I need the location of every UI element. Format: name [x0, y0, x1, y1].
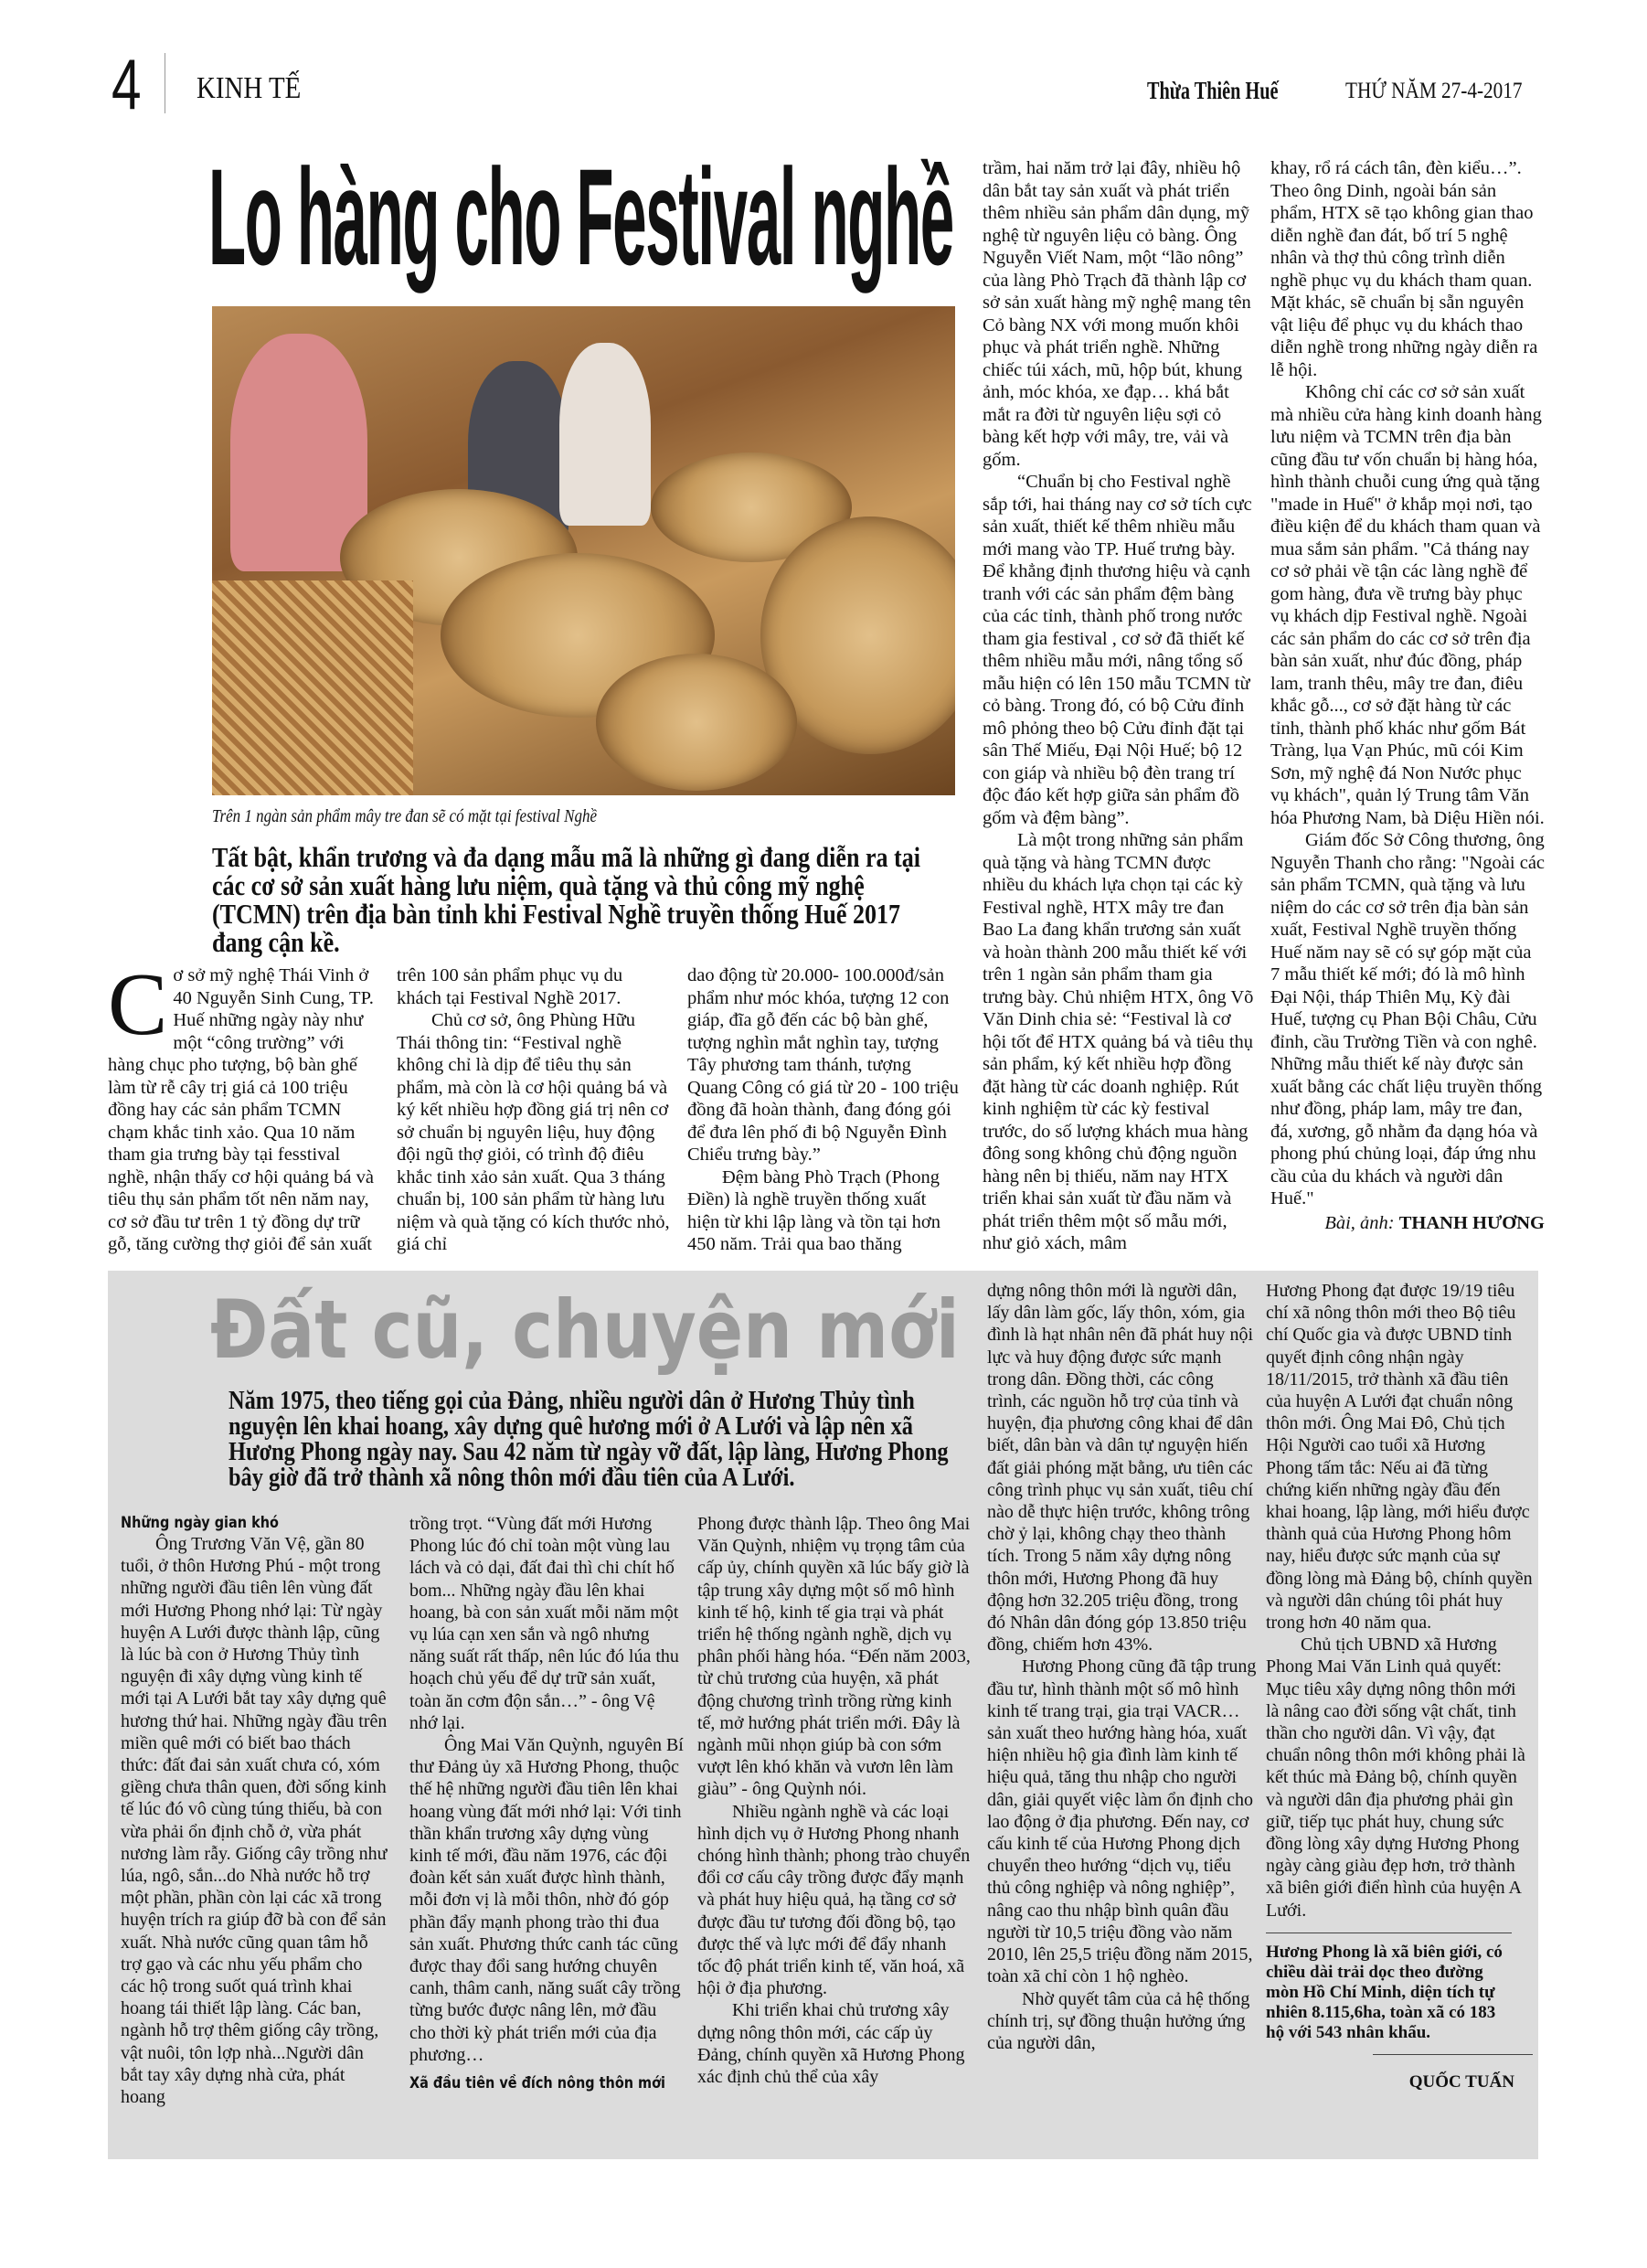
fact-box: Hương Phong là xã biên giới, có chiều dài trải dọc theo đường mòn Hồ Chí Minh, diện tích tự nhiên 8.115,6ha, toàn xã có 183 hộ với 543 nhân khẩu. [1266, 1933, 1512, 2043]
paragraph [1270, 381, 1545, 829]
paragraph-text: Là một trong những sản phẩm quà tặng và hàng TCMN được nhiều du khách lựa chọn tại các kỳ Festival nghề, HTX mây tre đan Bao La đang khẩn trương sản xuất và hoàn thành 200 mẫu thiết kế với trên 1 ngàn sản phẩm tham gia trưng bày. Chủ nhiệm HTX, ông Võ Văn Dinh chia sẻ: “Festival là cơ hội tốt để HTX quảng bá và tiêu thụ sản phẩm, ký kết nhiều hợp đồng đặt hàng từ các doanh nghiệp. Rút kinh nghiệm từ các kỳ festival trước, do số lượng khách mua hàng đông song không chủ động nguồn hàng nên bị thiếu, năm nay HTX triển khai sản xuất từ đầu năm và phát triển thêm một số mẫu mới, như giỏ xách, mâm [983, 830, 1254, 1253]
article1-photo [212, 306, 955, 795]
article1-column-2 [397, 964, 671, 1262]
article2-column-4 [987, 1280, 1257, 2153]
article1-lead: Tất bật, khẩn trương và đa dạng mẫu mã là những gì đang diễn ra tại các cơ sở sản xuất hàng lưu niệm, quà tặng và thủ công mỹ nghệ (TCMN) trên địa bàn tỉnh khi Festival Nghề truyền thống Huế 2017 đang cận kề. [212, 841, 920, 958]
paragraph [397, 964, 671, 1009]
paragraph [1270, 157, 1545, 381]
article2-lead: Năm 1975, theo tiếng gọi của Đảng, nhiều người dân ở Hương Thủy tình nguyện lên khai hoang, xây dựng quê hương mới ở A Lưới và lập nên xã Hương Phong ngày nay. Sau 42 năm từ ngày vỡ đất, lập làng, Hương Phong bây giờ đã trở thành xã nông thôn mới đầu tiên của A Lưới. [228, 1386, 949, 1492]
paragraph: Ông Trương Văn Vệ, gần 80 tuổi, ở thôn Hương Phú - một trong những người đầu tiên lên vùng đất mới Hương Phong nhớ lại: Từ ngày huyện A Lưới được thành lập, cũng là lúc bà con ở Hương Thủy tình nguyện đi xây dựng vùng kinh tế mới tại A Lưới bắt tay xây dựng quê hương thứ hai. Những ngày đầu trên miền quê mới có biết bao thách thức: đất đai sản xuất chưa có, xóm giềng chưa thân quen, đời sống kinh tế lúc đó vô cùng túng thiếu, bà con vừa phải ổn định chỗ ở, vừa phát nương làm rẫy. Giống cây trồng như lúa, ngô, sắn...do Nhà nước hỗ trợ một phần, phần còn lại các xã trong huyện trích ra giúp đỡ bà con để sản xuất. Nhà nước cũng quan tâm hỗ trợ gạo và các nhu yếu phẩm cho các hộ trong suốt quá trình khai hoang tái thiết lập làng. Các ban, ngành hỗ trợ thêm giống cây trồng, vật nuôi, tôn lợp nhà...Người dân bắt tay xây dựng nhà cửa, phát hoang [121, 1534, 388, 2108]
byline [1270, 1212, 1545, 1235]
article2-headline: Đất cũ, chuyện mới [210, 1283, 960, 1377]
article2-column-5 [1266, 1280, 1533, 2157]
page-number: 4 [112, 44, 142, 124]
paragraph: Khi triển khai chủ trương xây dựng nông thôn mới, các cấp ủy Đảng, chính quyền xã Hương Phong xác định chủ thể của xây [697, 2000, 965, 2088]
subheading: Những ngày gian khó [121, 1514, 279, 1532]
issue-date: THỨ NĂM 27-4-2017 [1345, 79, 1523, 103]
article1-column-5 [1270, 157, 1545, 1263]
paragraph-text: khay, rổ rá cách tân, đèn kiểu…”. Theo ông Dinh, ngoài bán sản phẩm, HTX sẽ tạo không gian thao diễn nghề đan đát, bố trí 5 nghệ nhân và thợ thủ công trình diễn nghề phục vụ du khách tham quan. Mặt khác, sẽ chuẩn bị sẵn nguyên vật liệu để phục vụ du khách thao diễn nghề trong những ngày diễn ra lễ hội. [1270, 158, 1538, 380]
photo-caption: Trên 1 ngàn sản phẩm mây tre đan sẽ có mặt tại festival Nghề [212, 806, 598, 826]
paragraph-text: dao động từ 20.000- 100.000đ/sản phẩm như móc khóa, tượng 12 con giáp, đĩa gỗ đến các bộ bàn ghế, tượng nghìn mắt nghìn tay, tượng Tây phương tam thánh, tượng Quang Công có giá từ 20 - 100 triệu đồng đã hoàn thành, đang đóng gói để đưa lên phố đi bộ Nguyễn Đình Chiểu trưng bày.” [687, 965, 959, 1165]
paragraph: trồng trọt. “Vùng đất mới Hương Phong lúc đó chỉ toàn một vùng lau lách và cỏ dại, đất đai thì chi chít hố bom... Những ngày đầu lên khai hoang, bà con sản xuất mỗi năm một vụ lúa cạn xen sắn và ngô nhưng năng suất rất thấp, nên lúc đó lúa thu hoạch chủ yếu để dự trữ sản xuất, toàn ăn cơm độn sắn…” - ông Vệ nhớ lại. [409, 1514, 679, 1733]
paragraph-text: “Chuẩn bị cho Festival nghề sắp tới, hai tháng nay cơ sở tích cực sản xuất, thiết kế thêm nhiều mẫu mới mang vào TP. Huế trưng bày. Để khẳng định thương hiệu và cạnh tranh với các sản phẩm đệm bàng của các tỉnh, thành phố trong nước tham gia festival , cơ sở đã thiết kế thêm nhiều mẫu mới, nâng tổng số mẫu hiện có lên 150 mẫu TCMN từ cỏ bàng. Trong đó, có bộ Cửu đỉnh mô phỏng theo bộ Cửu đỉnh đặt tại sân Thế Miếu, Đại Nội Huế; bộ 12 con giáp và nhiều bộ đèn trang trí độc đáo kết hợp giữa sản phẩm đồ gốm và đệm bàng”. [983, 472, 1252, 828]
fact-box-rule [1373, 2054, 1533, 2055]
paragraph [397, 1009, 671, 1256]
paragraph-text: ơ sở mỹ nghệ Thái Vinh ở 40 Nguyễn Sinh Cung, TP. Huế những ngày này như một “công trường” với hàng chục pho tượng, bộ bàn ghế làm từ rễ cây trị giá cả 100 triệu đồng hay các sản phẩm TCMN chạm khắc tinh xảo. Qua 10 năm tham gia trưng bày tại fesstival nghề, nhận thấy cơ hội quảng bá và tiêu thụ sản phẩm tốt nên năm nay, cơ sở đầu tư trên 1 tỷ đồng dự trữ gỗ, tăng cường thợ giỏi để sản xuất [108, 965, 374, 1254]
article1-column-4 [983, 157, 1257, 1259]
paragraph-text: Không chỉ các cơ sở sản xuất mà nhiều cửa hàng kinh doanh hàng lưu niệm và TCMN trên địa bàn cũng đầu tư vốn chuẩn bị hàng hóa, hình thành chuỗi cung ứng quà tặng "made in Huế" ở khắp mọi nơi, tạo điều kiện để du khách tham quan và mua sắm sản phẩm. "Cả tháng nay cơ sở phải về tận các làng nghề để gom hàng, đưa về trưng bày phục vụ khách dịp Festival nghề. Ngoài các sản phẩm do các cơ sở trên địa bàn sản xuất, như đúc đồng, pháp lam, tranh thêu, mây tre đan, điêu khắc gỗ..., cơ sở đặt hàng từ các tỉnh, thành phố khác như gốm Bát Tràng, lụa Vạn Phúc, mũ cói Kim Sơn, mỹ nghệ đá Non Nước phục vụ khách", quản lý Trung tâm Văn hóa Phương Nam, bà Diệu Hiền nói. [1270, 382, 1545, 828]
article1-headline: Lo hàng cho Festival nghề [208, 140, 953, 293]
article2-column-3 [697, 1513, 972, 2153]
photo-person [559, 343, 651, 526]
article2-column-1 [121, 1513, 388, 2153]
byline-label: Bài, ảnh: [1324, 1212, 1395, 1233]
paragraph [983, 829, 1257, 1255]
paragraph [983, 471, 1257, 829]
paragraph: dựng nông thôn mới là người dân, lấy dân làm gốc, lấy thôn, xóm, gia đình là hạt nhân nên đã phát huy nội lực và huy động được sức mạnh trong dân. Đồng thời, các công trình, các nguồn hỗ trợ của tỉnh và huyện, địa phương công khai để dân biết, dân bàn và dân tự nguyện hiến đất giải phóng mặt bằng, ưu tiên các công trình phục vụ sản xuất, tiêu chí nào dễ thực hiện trước, không trông chờ ỷ lại, không chạy theo thành tích. Trong 5 năm xây dựng nông thôn mới, Hương Phong đã huy động hơn 32.205 triệu đồng, trong đó Nhân dân đóng góp 13.850 triệu đồng, chiếm hơn 43%. [987, 1281, 1254, 1656]
paragraph: Hương Phong đạt được 19/19 tiêu chí xã nông thôn mới theo Bộ tiêu chí Quốc gia và được UBND tỉnh quyết định công nhận ngày 18/11/2015, trở thành xã đầu tiên của huyện A Lưới đạt chuẩn nông thôn mới. Ông Mai Đô, Chủ tịch Hội Người cao tuổi xã Hương Phong tấm tắc: Nếu ai đã từng chứng kiến những ngày đầu đến khai hoang, lập làng, mới hiểu được thành quả của Hương Phong hôm nay, hiểu được sức mạnh của sự đồng lòng mà Đảng bộ, chính quyền và người dân chúng tôi phát huy trong hơn 40 năm qua. [1266, 1281, 1533, 1634]
article2-author: QUỐC TUẤN [1408, 2071, 1514, 2092]
paragraph [687, 1166, 962, 1256]
paragraph: Chủ tịch UBND xã Hương Phong Mai Văn Linh quả quyết: Mục tiêu xây dựng nông thôn mới là nâng cao đời sống vật chất, tinh thần cho người dân. Vì vậy, đạt chuẩn nông thôn mới không phải là kết thúc mà Đảng bộ, chính quyền và người dân địa phương phải gìn giữ, tiếp tục phát huy, chung sức đồng lòng xây dựng Hương Phong ngày càng giàu đẹp hơn, trở thành xã biên giới điển hình của huyện A Lưới. [1266, 1634, 1525, 1921]
paragraph [108, 964, 382, 1256]
paragraph [687, 964, 962, 1166]
section-title: KINH TẾ [197, 71, 302, 105]
paragraph [983, 157, 1257, 471]
paragraph-text: Giám đốc Sở Công thương, ông Nguyễn Thanh cho rằng: "Ngoài các sản phẩm TCMN, quà tặng và lưu niệm do các cơ sở trên địa bàn sản xuất, Festival Nghề truyền thống Huế năm nay sẽ có sự góp mặt của 7 mẫu thiết kế mới; đó là mô hình Đại Nội, tháp Thiên Mụ, Kỳ đài Huế, tượng cụ Phan Bội Châu, Cửu đỉnh, cầu Trường Tiền và con nghê. Những mẫu thiết kế này được sản xuất bằng các chất liệu truyền thống như đồng, pháp lam, mây tre đan, đá, xương, gỗ nhằm đa dạng hóa và phong phú chủng loại, đáp ứng nhu cầu của du khách và người dân Huế." [1270, 830, 1545, 1209]
paragraph: Nhiều ngành nghề và các loại hình dịch vụ ở Hương Phong nhanh chóng hình thành; phong trào chuyển đổi cơ cấu cây trồng được đẩy mạnh và phát huy hiệu quả, hạ tầng cơ sở được đầu tư tương đối đồng bộ, tạo được thế và lực mới để đẩy nhanh tốc độ phát triển kinh tế, văn hoá, xã hội ở địa phương. [697, 1801, 971, 1999]
paragraph-text: trên 100 sản phẩm phục vụ du khách tại Festival Nghề 2017. [397, 965, 623, 1008]
paragraph: Ông Mai Văn Quỳnh, nguyên Bí thư Đảng ủy xã Hương Phong, thuộc thế hệ những người đầu tiên lên khai hoang vùng đất mới nhớ lại: Với tinh thần khẩn trương xây dựng vùng kinh tế mới, đầu năm 1976, các đội đoàn kết sản xuất được hình thành, mỗi đơn vị là mỗi thôn, nhờ đó góp phần đẩy mạnh phong trào thi đua sản xuất. Phương thức canh tác cũng được thay đổi sang hướng chuyên canh, thâm canh, năng suất cây trồng từng bước được nâng lên, mở đầu cho thời kỳ phát triển mới của địa phương… [409, 1735, 684, 2065]
paragraph: Phong được thành lập. Theo ông Mai Văn Quỳnh, nhiệm vụ trọng tâm của cấp ủy, chính quyền xã lúc bấy giờ là tập trung xây dựng một số mô hình kinh tế hộ, kinh tế gia trại và phát triển hệ thống ngành nghề, dịch vụ phân phối hàng hóa. “Đến năm 2003, từ chủ trương của huyện, xã phát động chương trình trồng rừng kinh tế, mở hướng phát triển mới. Đây là ngành mũi nhọn giúp bà con sớm vượt lên khó khăn và vươn lên làm giàu” - ông Quỳnh nói. [697, 1514, 971, 1800]
byline-author: THANH HƯƠNG [1398, 1212, 1545, 1233]
article1-column-1 [108, 964, 382, 1262]
article2-column-2 [409, 1513, 684, 2153]
paragraph: Hương Phong cũng đã tập trung đầu tư, hình thành một số mô hình kinh tế trang trại, gia trại VACR… sản xuất theo hướng hàng hóa, xuất hiện nhiều hộ gia đình làm kinh tế hiệu quả, tăng thu nhập cho người dân, giải quyết việc làm ổn định cho lao động ở địa phương. Đến nay, cơ cấu kinh tế của Hương Phong dịch chuyển theo hướng “dịch vụ, tiểu thủ công nghiệp và nông nghiệp”, nâng cao thu nhập bình quân đầu người từ 10,5 triệu đồng vào năm 2010, lên 25,5 triệu đồng năm 2015, toàn xã chỉ còn 1 hộ nghèo. [987, 1656, 1257, 1987]
paragraph-text: Chủ cơ sở, ông Phùng Hữu Thái thông tin: “Festival nghề không chỉ là dịp để tiêu thụ sản phẩm, mà còn là cơ hội quảng bá và ký kết nhiều hợp đồng giá trị nên cơ sở chuẩn bị nguyên liệu, huy động đội ngũ thợ giỏi, có trình độ điêu khắc tinh xảo sản xuất. Qua 3 tháng chuẩn bị, 100 sản phẩm từ hàng lưu niệm và quà tặng có kích thước nhỏ, giá chỉ [397, 1010, 670, 1254]
drop-cap: C [108, 964, 168, 1054]
subheading: Xã đầu tiên về đích nông thôn mới [409, 2074, 666, 2093]
paragraph-text: Đệm bàng Phò Trạch (Phong Điền) là nghề truyền thống xuất hiện từ khi lập làng và tồn tại hơn 450 năm. Trải qua bao thăng [687, 1166, 941, 1254]
article1-column-3 [687, 964, 962, 1262]
photo-woven-chair [212, 580, 413, 795]
newspaper-name: Thừa Thiên Huế [1147, 77, 1279, 104]
photo-basket [596, 654, 797, 791]
paragraph-text: trầm, hai năm trở lại đây, nhiều hộ dân bắt tay sản xuất và phát triển thêm nhiều sản phẩm dân dụng, mỹ nghệ từ nguyên liệu cỏ bàng. Ông Nguyễn Viết Nam, một “lão nông” của làng Phò Trạch đã thành lập cơ sở sản xuất hàng mỹ nghệ mang tên Cỏ bàng NX với mong muốn khôi phục và phát triển nghề. Những chiếc túi xách, mũ, hộp bút, khung ảnh, móc khóa, xe đạp… khá bắt mắt ra đời từ nguyên liệu sợi cỏ bàng kết hợp với mây, tre, vải và gốm. [983, 158, 1251, 470]
paragraph: Nhờ quyết tâm của cả hệ thống chính trị, sự đồng thuận hưởng ứng của người dân, [987, 1988, 1250, 2053]
paragraph [1270, 829, 1545, 1210]
